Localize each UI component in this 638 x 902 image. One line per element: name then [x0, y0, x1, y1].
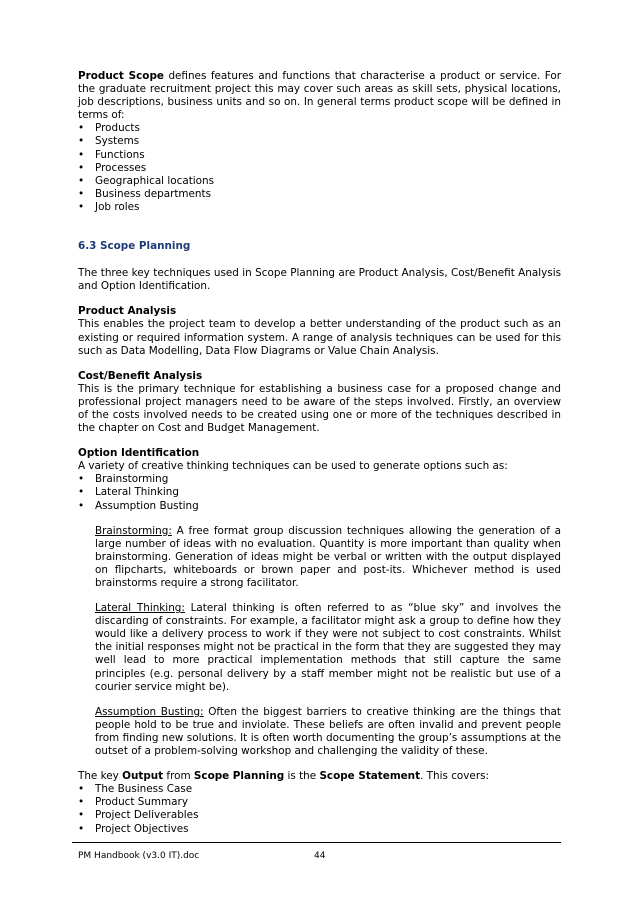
output-paragraph: [78, 770, 561, 783]
document-page: [78, 70, 561, 836]
list-item: • Project Deliverables: [78, 809, 561, 822]
product-analysis-heading: Product Analysis: [78, 305, 177, 318]
list-item: • Products: [78, 122, 561, 135]
output-text-post: . This covers:: [420, 770, 490, 783]
output-list: [78, 783, 561, 835]
list-item: • Assumption Busting: [78, 500, 561, 513]
output-text-is-the: is the: [284, 770, 320, 783]
footer-document-name: PM Handbook (v3.0 IT).doc: [78, 851, 200, 861]
output-word: Output: [122, 770, 164, 783]
list-item: • Geographical locations: [78, 175, 561, 188]
product-scope-text: defines features and functions that characterise a product or service. For the graduate recruitment project this may cover such areas as skill sets, physical locations, job descriptions, business units and so on. In general terms product scope will be defined in terms of:: [78, 70, 562, 122]
product-scope-paragraph: [78, 70, 561, 122]
output-text-pre: The key: [78, 770, 123, 783]
list-item: • Project Objectives: [78, 823, 561, 836]
cost-benefit-heading: Cost/Benefit Analysis: [78, 369, 203, 382]
brainstorming-paragraph: [78, 525, 561, 590]
footer-page-number: 44: [314, 851, 326, 861]
cost-benefit-text: This is the primary technique for establishing a business case for a proposed change and professional project managers need to be aware of the steps involved. Firstly, an overview of the costs involved needs to be created using one or more of the techniques described in the chapter on Cost and Budget Management.: [78, 382, 561, 435]
option-identification-intro: A variety of creative thinking techniques can be used to generate options such as:: [78, 460, 508, 473]
brainstorming-text: A free format group discussion techniques allowing the generation of a large number of ideas with no evaluation. Quantity is more important than quality when brainstorming. Generation of ideas might be verbal or written with the output displayed on flipcharts, whiteboards or brown paper and post-its. Whichever method is used brainstorms require a strong facilitator.: [95, 524, 561, 589]
section-heading: 6.3 Scope Planning: [78, 240, 191, 253]
list-item: • Processes: [78, 162, 561, 175]
list-item: • Brainstorming: [78, 473, 561, 486]
list-item: • Product Summary: [78, 796, 561, 809]
product-scope-list: [78, 122, 561, 214]
brainstorming-label: Brainstorming:: [95, 524, 172, 537]
footer-divider: [72, 842, 561, 843]
list-item: • Job roles: [78, 201, 561, 214]
lateral-thinking-text: Lateral thinking is often referred to as “blue sky” and involves the discarding of constraints. For example, a facilitator might ask a group to define how they would like a delivery process to work if they were not subject to cost constraints. Whilst the initial responses might not be practical in the form that they are suggested they may well lead to more practical implementation methods that still capture the same principles (e.g. personal delivery by a staff member might not be realistic but use of a courier service might be).: [95, 602, 561, 693]
list-item: • The Business Case: [78, 783, 561, 796]
option-identification-list: [78, 473, 561, 512]
section-intro: The three key techniques used in Scope Planning are Product Analysis, Cost/Benefit Analysis and Option Identification.: [78, 267, 561, 293]
assumption-busting-paragraph: [78, 706, 561, 758]
list-item: • Functions: [78, 149, 561, 162]
list-item: • Lateral Thinking: [78, 486, 561, 499]
list-item: • Business departments: [78, 188, 561, 201]
assumption-busting-label: Assumption Busting:: [95, 705, 204, 718]
product-analysis-text: This enables the project team to develop a better understanding of the product such as an existing or required information system. A range of analysis techniques can be used for this such as Data Modelling, Data Flow Diagrams or Value Chain Analysis.: [78, 318, 561, 357]
assumption-busting-text: Often the biggest barriers to creative thinking are the things that people hold to be true and inviolate. These beliefs are often invalid and prevent people from finding new solutions. It is often worth documenting the group’s assumptions at the outset of a problem-solving workshop and challenging the validity of these.: [95, 705, 561, 758]
lateral-thinking-paragraph: [78, 602, 561, 694]
output-text-from: from: [163, 770, 194, 783]
scope-planning-term: Scope Planning: [193, 770, 285, 783]
option-identification-heading: Option Identification: [78, 447, 200, 460]
product-scope-term: Product Scope: [78, 70, 164, 82]
scope-statement-term: Scope Statement: [319, 770, 421, 783]
lateral-thinking-label: Lateral Thinking:: [95, 602, 185, 615]
list-item: • Systems: [78, 135, 561, 148]
